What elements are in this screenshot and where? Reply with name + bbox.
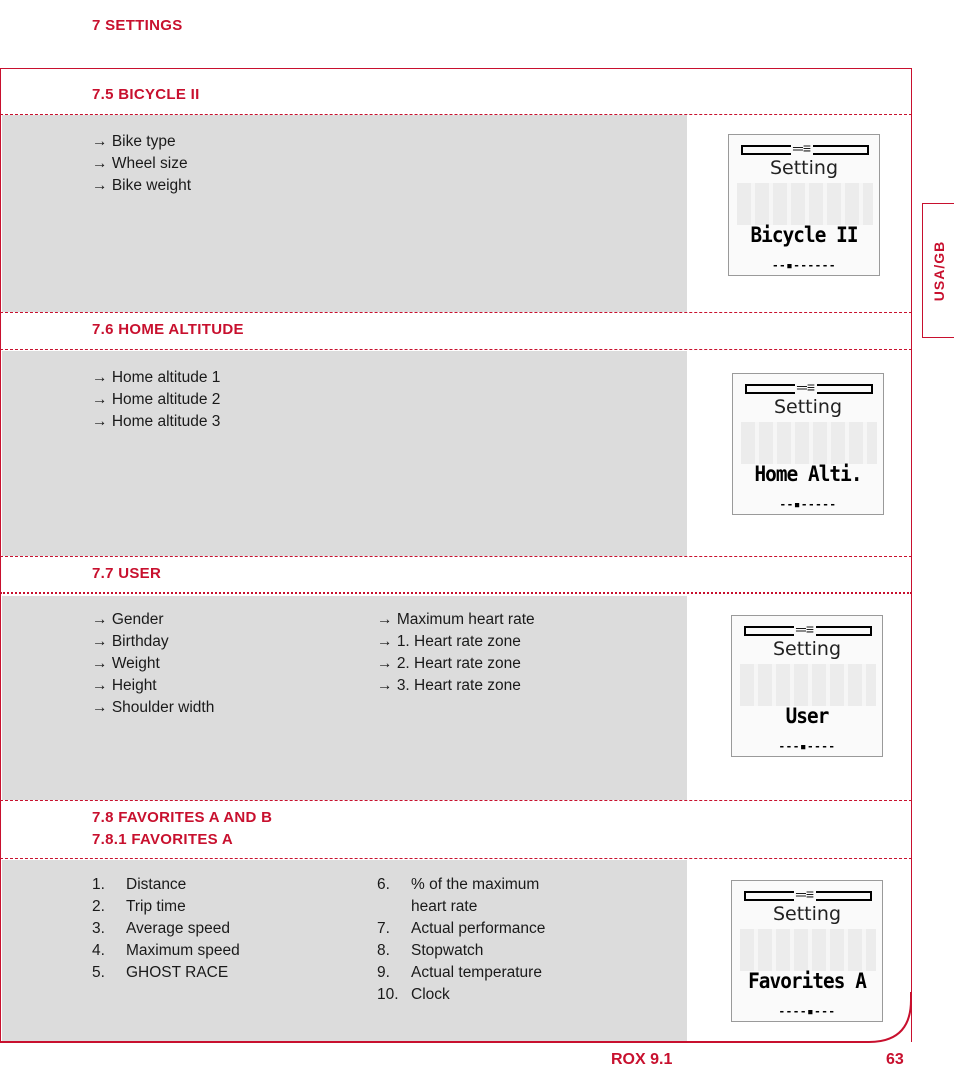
lcd-main-text: Favorites A <box>748 969 866 993</box>
list-item: → Wheel size <box>92 153 191 175</box>
frame-bottom-rule <box>0 1041 868 1043</box>
list-item: → 3. Heart rate zone <box>377 675 535 697</box>
section-title: 7.6 HOME ALTITUDE <box>92 321 244 338</box>
section-body-bicycle <box>2 115 687 312</box>
lcd-header: Setting <box>773 396 843 418</box>
section-body-home-altitude <box>2 351 687 556</box>
chapter-title: 7 SETTINGS <box>92 17 183 34</box>
section-header-home-altitude <box>0 313 912 350</box>
lcd-ghost-digits <box>741 422 877 464</box>
user-items-col2 <box>377 609 535 697</box>
list-item: → Home altitude 2 <box>92 389 220 411</box>
list-item: 9. Actual temperature <box>377 964 542 981</box>
list-item: 5. GHOST RACE <box>92 964 229 981</box>
list-item: 8. Stopwatch <box>377 942 484 959</box>
wrench-icon: ═≡ <box>796 621 815 637</box>
footer-product-name: ROX 9.1 <box>611 1051 673 1068</box>
region-tab <box>922 203 954 338</box>
list-item: 4. Maximum speed <box>92 942 240 959</box>
bicycle-items <box>92 131 191 197</box>
list-item: 6. % of the maximum <box>377 876 540 893</box>
lcd-ghost-digits <box>737 183 873 225</box>
list-item: → 1. Heart rate zone <box>377 631 535 653</box>
list-item: 1. Distance <box>92 876 187 893</box>
lcd-main-text: Home Alti. <box>754 462 862 486</box>
list-item: → Gender <box>92 609 214 631</box>
lcd-progress: --▪----- <box>779 498 837 511</box>
list-item: → Bike type <box>92 131 191 153</box>
list-item: → Birthday <box>92 631 214 653</box>
list-item: → Home altitude 1 <box>92 367 220 389</box>
lcd-progress: ---▪---- <box>778 740 836 753</box>
section-title: 7.8 FAVORITES A AND B <box>92 809 273 826</box>
lcd-progress: ----▪--- <box>778 1005 836 1018</box>
list-item: 2. Trip time <box>92 898 186 915</box>
lcd-header: Setting <box>772 903 842 925</box>
section-header-favorites <box>0 801 912 859</box>
list-item: → Weight <box>92 653 214 675</box>
lcd-progress: --▪------ <box>771 259 837 272</box>
list-item: → Bike weight <box>92 175 191 197</box>
footer-page-number: 63 <box>886 1051 904 1068</box>
list-item: → Shoulder width <box>92 697 214 719</box>
list-item: → Maximum heart rate <box>377 609 535 631</box>
section-header-user <box>0 557 912 594</box>
section-subtitle: 7.8.1 FAVORITES A <box>92 831 233 848</box>
lcd-screenshot-home-altitude <box>732 373 884 515</box>
list-item: → Height <box>92 675 214 697</box>
section-title: 7.5 BICYCLE II <box>92 86 200 103</box>
user-items-col1 <box>92 609 214 719</box>
list-item: heart rate <box>411 898 478 915</box>
wrench-icon: ═≡ <box>793 140 812 156</box>
section-body-user <box>2 596 687 800</box>
lcd-header: Setting <box>772 638 842 660</box>
favorites-items-col1 <box>92 874 240 984</box>
lcd-main-text: User <box>785 704 829 728</box>
section-header-bicycle <box>0 80 912 115</box>
wrench-icon: ═≡ <box>797 379 816 395</box>
home-altitude-items <box>92 367 220 433</box>
lcd-screenshot-favorites <box>731 880 883 1022</box>
favorites-items-col2 <box>377 874 545 1006</box>
lcd-header: Setting <box>769 157 839 179</box>
list-item: → 2. Heart rate zone <box>377 653 535 675</box>
lcd-screenshot-user <box>731 615 883 757</box>
list-item: 7. Actual performance <box>377 920 546 937</box>
lcd-main-text: Bicycle II <box>750 223 858 247</box>
section-body-favorites <box>2 860 687 1041</box>
wrench-icon: ═≡ <box>796 886 815 902</box>
list-item: → Home altitude 3 <box>92 411 220 433</box>
lcd-screenshot-bicycle <box>728 134 880 276</box>
list-item: 10. Clock <box>377 986 450 1003</box>
lcd-ghost-digits <box>740 929 876 971</box>
lcd-ghost-digits <box>740 664 876 706</box>
list-item: 3. Average speed <box>92 920 230 937</box>
region-tab-label: USA/GB <box>930 240 947 301</box>
section-title: 7.7 USER <box>92 565 162 582</box>
